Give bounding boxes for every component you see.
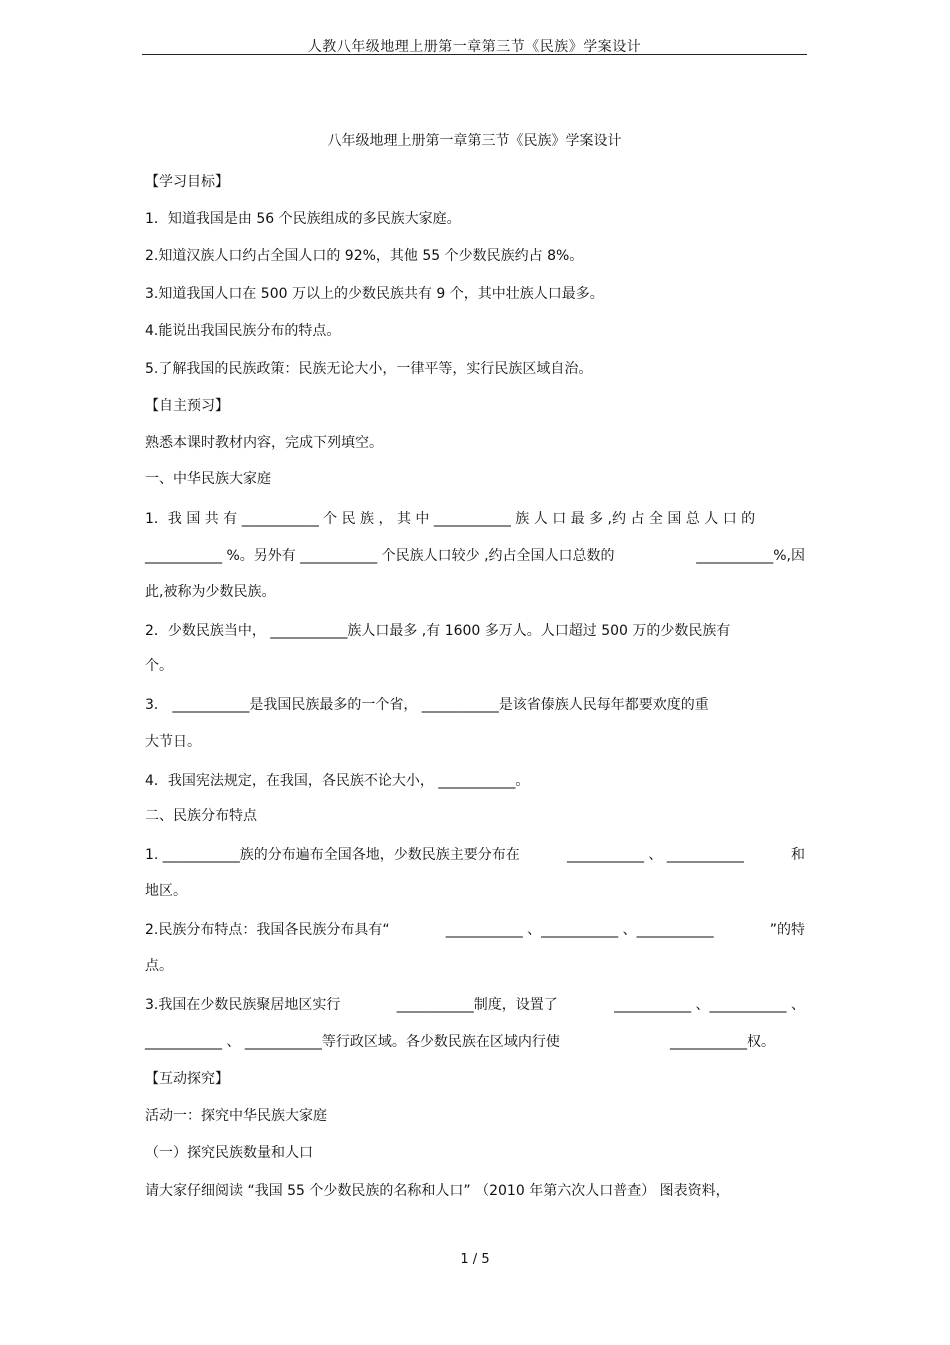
objective-1: 1．知道我国是由 56 个民族组成的多民族大家庭。 [145,211,461,227]
objective-5: 5.了解我国的民族政策：民族无论大小，一律平等，实行民族区域自治。 [145,361,593,377]
activity-1-subtitle: （一）探究民族数量和人口 [145,1145,313,1161]
preview-instruction: 熟悉本课时教材内容，完成下列填空。 [145,435,383,451]
fill-item-1-line2-right: ___________%,因 [696,548,805,564]
distribution-item-1-blanks: ___________ 、 ___________ [566,847,744,863]
fill-item-3-line1: 3． ___________是我国民族最多的一个省， ___________是该省傣族人民每年都要欢度的重 [145,697,709,713]
fill-item-1-line2 [145,546,805,566]
distribution-item-3-right: ___________ 、___________ 、 [614,997,805,1013]
section-heading-preview: 【自主预习】 [145,398,229,414]
distribution-item-2-blanks: ___________ 、___________ 、___________ [445,922,714,938]
fill-item-1-line3: 此,被称为少数民族。 [145,584,276,600]
distribution-item-2-line2: 点。 [145,958,173,974]
fill-item-1-line2-left: ___________ %。另外有 ___________ 个民族人口较少 ,约占全国人口总数的 [145,548,615,564]
document-title: 八年级地理上册第一章第三节《民族》学案设计 [327,133,622,149]
distribution-item-1-left: 1. ___________族的分布遍布全国各地，少数民族主要分布在 [145,847,520,863]
activity-1-instruction: 请大家仔细阅读 “我国 55 个少数民族的名称和人口” （2010 年第六次人口普查） 图表资料， [145,1183,730,1199]
objective-2: 2.知道汉族人口约占全国人口的 92%，其他 55 个少数民族约占 8%。 [145,248,584,264]
subsection-heading-distribution: 二、民族分布特点 [145,808,257,824]
header-divider [142,54,807,55]
objective-3: 3.知道我国人口在 500 万以上的少数民族共有 9 个，其中壮族人口最多。 [145,286,604,302]
distribution-item-2-right: ”的特 [769,922,805,938]
distribution-item-3-middle: ___________制度，设置了 [396,997,558,1013]
running-header: 人教八年级地理上册第一章第三节《民族》学案设计 [307,39,642,55]
page-number: 1 / 5 [460,1252,490,1267]
distribution-item-3-line2-right: ___________权。 [670,1034,775,1050]
section-heading-interactive: 【互动探究】 [145,1071,229,1087]
distribution-item-3-line2 [145,1032,775,1052]
activity-1-title: 活动一：探究中华民族大家庭 [145,1108,327,1124]
section-heading-objectives: 【学习目标】 [145,174,229,190]
subsection-heading-family: 一、中华民族大家庭 [145,471,271,487]
distribution-item-3-line2-left: ___________ 、 ___________等行政区域。各少数民族在区域内行使 [145,1034,560,1050]
distribution-item-1-right: 和 [791,847,805,863]
distribution-item-2-left: 2.民族分布特点：我国各民族分布具有“ [145,922,390,938]
fill-item-3-line2: 大节日。 [145,734,201,750]
objective-4: 4.能说出我国民族分布的特点。 [145,323,341,339]
fill-item-1-line1: 1．我 国 共 有 ___________ 个 民 族 ， 其 中 ___________ 族 人 口 最 多 ,约 占 全 国 总 人 口 的 [145,511,756,527]
distribution-item-1-line1 [145,845,805,865]
fill-item-2-line1: 2．少数民族当中， ___________族人口最多 ,有 1600 多万人。人口超过 500 万的少数民族有 [145,623,731,639]
distribution-item-2-line1 [145,920,805,940]
fill-item-4: 4．我国宪法规定，在我国，各民族不论大小， ___________。 [145,773,530,789]
distribution-item-1-line2: 地区。 [145,883,187,899]
distribution-item-3-line1 [145,995,805,1015]
distribution-item-3-left: 3.我国在少数民族聚居地区实行 [145,997,341,1013]
fill-item-2-line2: 个。 [145,658,173,674]
